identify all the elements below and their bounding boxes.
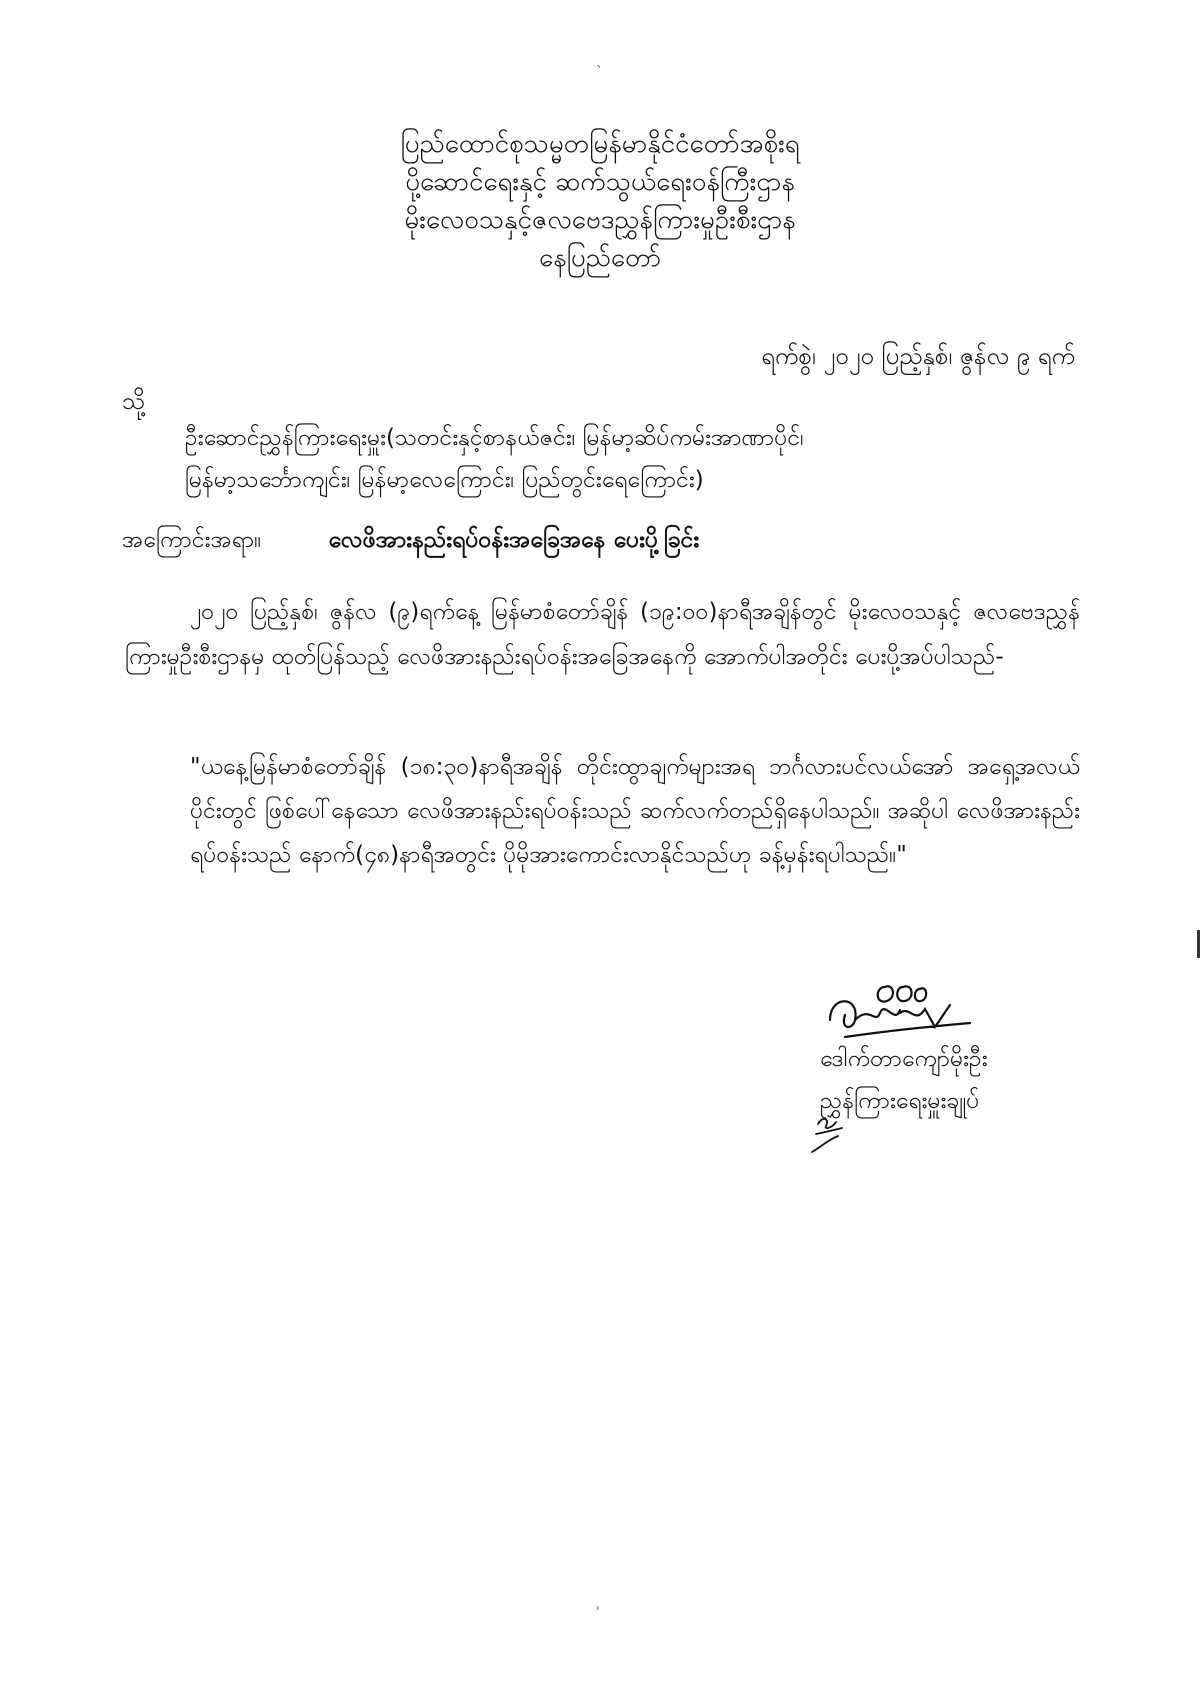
letterhead-line-department: မိုးလေဝသနှင့်ဇလဗေဒညွှန်ကြားမှုဦးစီးဌာန	[404, 205, 796, 235]
subject-line	[122, 525, 699, 559]
letterhead-line-government: ပြည်ထောင်စုသမ္မတမြန်မာနိုင်ငံတော်အစိုးရ	[400, 129, 800, 159]
to-label: သို့	[122, 387, 146, 415]
letterhead	[0, 125, 1200, 277]
addressee-line-1: ဦးဆောင်ညွှန်ကြားရေးမှူး(သတင်းနှင့်စာနယ်ဇင်း၊ မြန်မာ့ဆိပ်ကမ်းအာဏာပိုင်၊	[185, 425, 804, 451]
body-paragraph: ၂၀၂၀ ပြည့်နှစ်၊ ဇွန်လ (၉)ရက်နေ့ မြန်မာစံတော်ချိန် (၁၉:၀၀)နာရီအချိန်တွင် မိုးလေဝသနှင့် ဇလဗေဒညွှန်ကြားမှုဦးစီးဌာနမှ ထုတ်ပြန်သည့် လေဖိအားနည်းရပ်ဝန်းအခြေအနေကို အောက်ပါအတိုင်း ပေးပို့အပ်ပါသည်-	[125, 599, 1080, 670]
handwritten-signature	[825, 975, 975, 1045]
subject-label: အကြောင်းအရာ။	[122, 527, 262, 553]
letterhead-line-city: နေပြည်တော်	[538, 243, 662, 273]
addressee-block	[185, 417, 1065, 501]
addressee-line-2: မြန်မာ့သင်္ဘောကျင်း၊ မြန်မာ့လေကြောင်း၊ ပြည်တွင်းရေကြောင်း)	[185, 467, 704, 493]
forecast-quote: "ယနေ့မြန်မာစံတော်ချိန် (၁၈:၃၀)နာရီအချိန် တိုင်းထွာချက်များအရ ဘင်္ဂလားပင်လယ်အော် အရှေ့အလယ်ပိုင်းတွင် ဖြစ်ပေါ်နေသော လေဖိအားနည်းရပ်ဝန်းသည် ဆက်လက်တည်ရှိနေပါသည်။ အဆိုပါ လေဖိအားနည်းရပ်ဝန်းသည် နောက်(၄၈)နာရီအတွင်း ပိုမိုအားကောင်းလာနိုင်သည်ဟု ခန့်မှန်းရပါသည်။"	[190, 754, 1080, 868]
subject-text: လေဖိအားနည်းရပ်ဝန်းအခြေအနေ ပေးပို့ခြင်း	[328, 527, 700, 553]
scan-speck: ˎ	[596, 52, 603, 68]
scan-speck: ˈ	[596, 1605, 600, 1621]
signer-block	[820, 1038, 988, 1122]
letterhead-line-ministry: ပို့ဆောင်ရေးနှင့် ဆက်သွယ်ရေးဝန်ကြီးဌာန	[405, 167, 795, 197]
signer-title: ညွှန်ကြားရေးမှူးချုပ်	[820, 1088, 980, 1114]
signer-name: ဒေါက်တာကျော်မိုးဦး	[820, 1046, 988, 1072]
body-paragraph-block	[125, 590, 1080, 680]
letter-date: ရက်စွဲ၊ ၂၀၂၀ ပြည့်နှစ်၊ ဇွန်လ ၉ ရက်	[761, 342, 1075, 370]
handwritten-initial	[808, 1112, 858, 1157]
